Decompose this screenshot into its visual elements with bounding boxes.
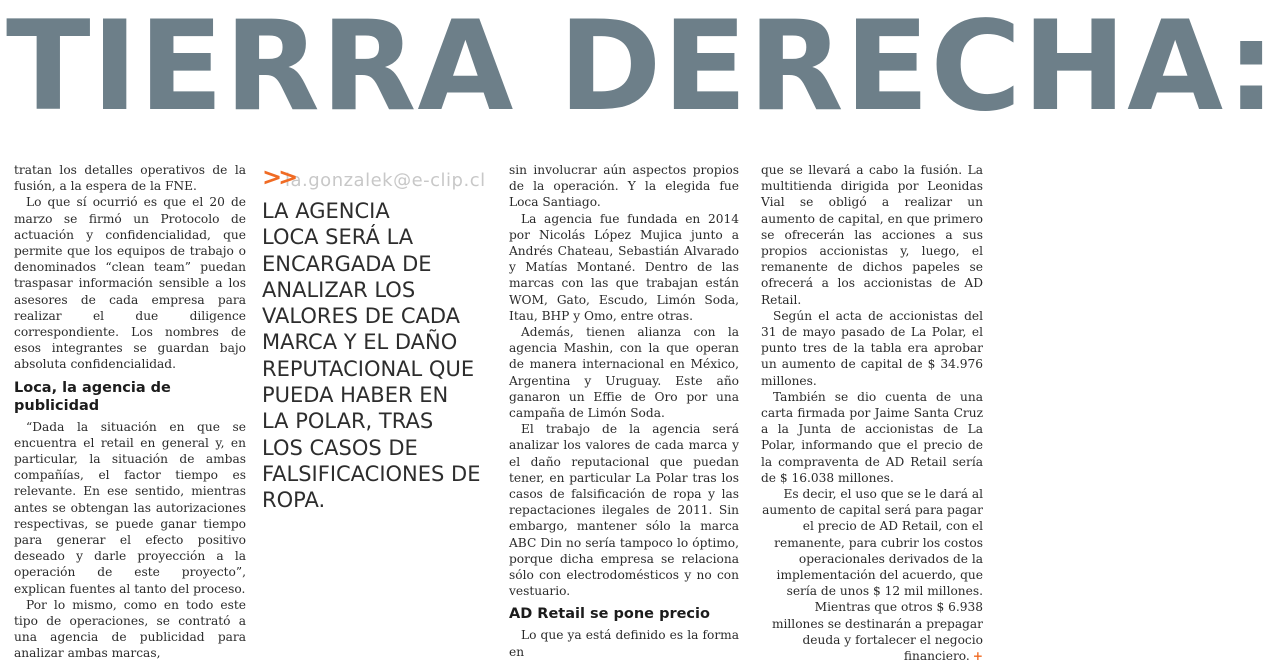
paragraph: sin involucrar aún aspectos propios de la operación. Y la elegida fue Loca Santiago. [509, 163, 739, 210]
paragraph: tratan los detalles operativos de la fusión, a la espera de la FNE. [14, 163, 246, 194]
paragraph: Lo que sí ocurrió es que el 20 de marzo se firmó un Protocolo de actuación y confidencialidad, que permite que los equipos de trabajo o denominados “clean team” puedan traspasar información sensible a los asesores de cada empresa para realizar el due diligence correspondiente. Los nombres de esos integrantes se guardan bajo absoluta confidencialidad. [14, 195, 246, 372]
paragraph: “Dada la situación en que se encuentra el retail en general y, en particular, la situación de ambas compañías, el factor tiempo es relevante. En ese sentido, mientras antes se obtengan las autorizaciones respectivas, se puede ganar tiempo para generar el efecto positivo deseado y darle proyección a la operación de este proyecto”, explican fuentes al tanto del proceso. [14, 419, 246, 596]
end-mark-icon: + [972, 649, 983, 664]
headline: TIERRA DERECHA: [6, 0, 1277, 139]
pull-quote-text: LA AGENCIA LOCA SERÁ LA ENCARGADA DE ANALIZAR LOS VALORES DE CADA MARCA Y EL DAÑO REPUTACIONAL QUE PUEDA HABER EN LA POLAR, TRAS LOS CASOS DE FALSIFICACIONES DE ROPA. [262, 199, 481, 513]
column-4 [761, 162, 983, 664]
paragraph: Según el acta de accionistas del 31 de mayo pasado de La Polar, el punto tres de la tabla era aprobar un aumento de capital de $ 34.976 millones. [761, 308, 983, 388]
double-chevron-right-icon: >> [262, 163, 295, 191]
section-heading-loca: Loca, la agencia de publicidad [14, 379, 171, 414]
paragraph: También se dio cuenta de una carta firmada por Jaime Santa Cruz a la Junta de accionistas de La Polar, informando que el precio de la compraventa de AD Retail sería de $ 16.038 millones. [761, 389, 983, 485]
column-1 [14, 162, 246, 662]
paragraph: Por lo mismo, como en todo este tipo de operaciones, se contrató a una agencia de publicidad para analizar ambas marcas, [14, 597, 246, 661]
paragraph-final [761, 486, 983, 664]
pull-quote [262, 164, 494, 514]
paragraph: El trabajo de la agencia será analizar los valores de cada marca y el daño reputacional que puedan tener, en particular La Polar tras los casos de falsificación de ropa y las repactaciones ilegales de 2011. Sin embargo, mantener sólo la marca ABC Din no sería tampoco lo óptimo, porque dicha empresa se relaciona sólo con electrodomésticos y no con vestuario. [509, 422, 739, 599]
watermark: la.gonzalek@e-clip.cl [285, 170, 486, 191]
paragraph: La agencia fue fundada en 2014 por Nicolás López Mujica junto a Andrés Chateau, Sebastián Alvarado y Matías Montané. Dentro de las marcas con las que trabajan están WOM, Gato, Escudo, Limón Soda, Itau, BHP y Omo, entre otras. [509, 211, 739, 323]
section-heading-ad-retail: AD Retail se pone precio [509, 606, 710, 623]
paragraph: Lo que ya está definido es la forma en [509, 628, 739, 659]
paragraph-text: Es decir, el uso que se le dará al aumento de capital será para pagar el precio de AD Retail, con el remanente, para cubrir los costos operacionales derivados de la implementación del acuerdo, que sería de unos $ 12 mil millones. Mientras que otros $ 6.938 millones se destinarán a prepagar deuda y fortalecer el negocio financiero. [762, 487, 983, 664]
paragraph: Además, tienen alianza con la agencia Mashin, con la que operan de manera internacional en México, Argentina y Uruguay. Este año ganaron un Effie de Oro por una campaña de Limón Soda. [509, 325, 739, 421]
column-3 [509, 162, 739, 660]
paragraph: que se llevará a cabo la fusión. La multitienda dirigida por Leonidas Vial se obligó a realizar un aumento de capital, en que primero se ofrecerán las acciones a sus propios accionistas y, luego, el remanente de dichos papeles se ofrecerá a los accionistas de AD Retail. [761, 163, 983, 307]
